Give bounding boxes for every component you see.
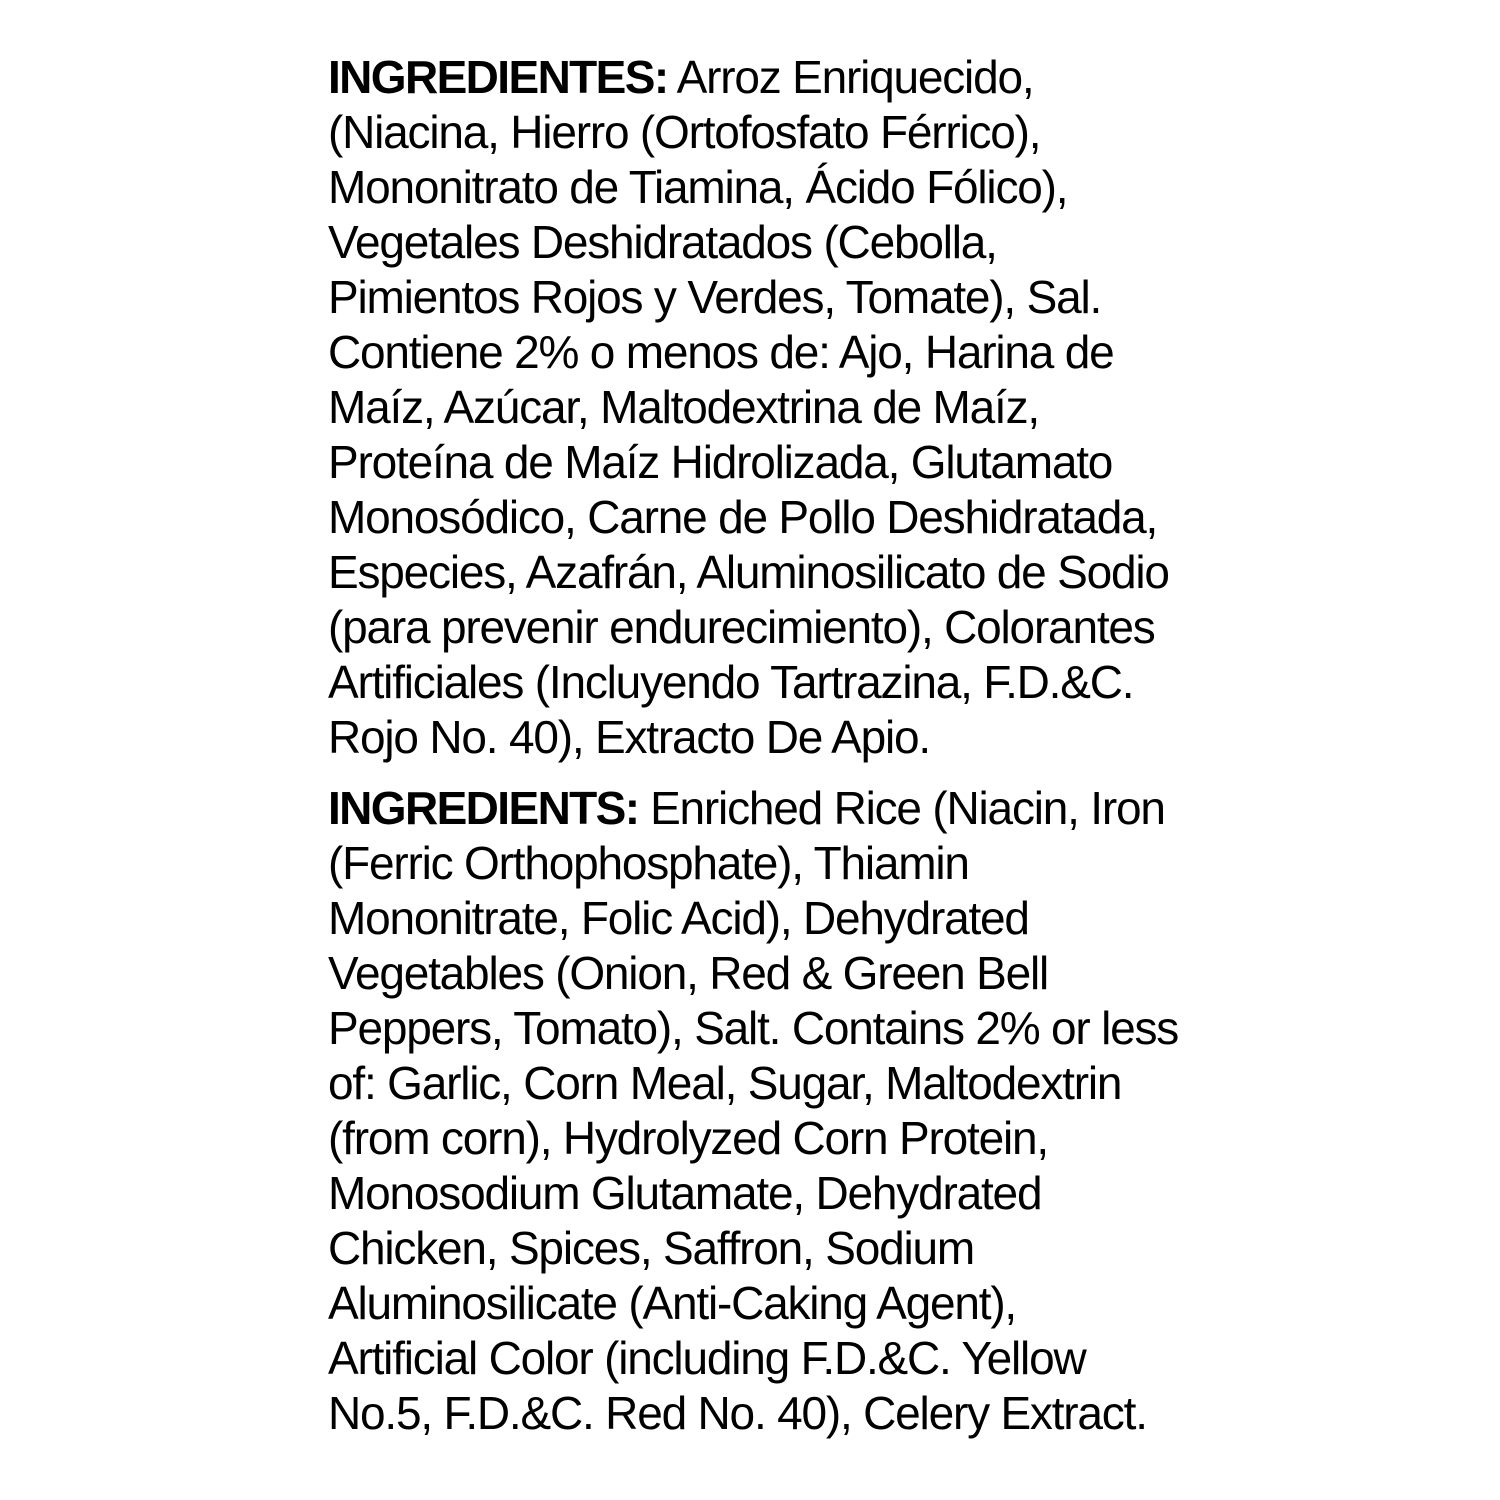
spanish-ingredients: [328, 50, 1188, 765]
spanish-ingredient-line: Artificiales (Incluyendo Tartrazina, F.D.&C.: [328, 656, 1134, 708]
spanish-ingredient-line: Contiene 2% o menos de: Ajo, Harina de: [328, 326, 1114, 378]
english-ingredient-line: Vegetables (Onion, Red & Green Bell: [328, 947, 1049, 999]
spanish-ingredient-line: Monosódico, Carne de Pollo Deshidratada,: [328, 491, 1158, 543]
english-ingredient-line: of: Garlic, Corn Meal, Sugar, Maltodextrin: [328, 1057, 1122, 1109]
spanish-ingredient-line: Rojo No. 40), Extracto De Apio.: [328, 711, 930, 763]
spanish-ingredient-line: Mononitrato de Tiamina, Ácido Fólico),: [328, 161, 1068, 213]
spanish-first-line: [328, 50, 1188, 105]
english-ingredients: [328, 781, 1188, 1441]
spanish-ingredient-line: Vegetales Deshidratados (Cebolla,: [328, 216, 997, 268]
english-ingredient-line: (from corn), Hydrolyzed Corn Protein,: [328, 1112, 1048, 1164]
spanish-first-line-text: Arroz Enriquecido,: [667, 51, 1034, 103]
spanish-ingredient-line: Especies, Azafrán, Aluminosilicato de Sodio: [328, 546, 1169, 598]
spanish-ingredient-line: Maíz, Azúcar, Maltodextrina de Maíz,: [328, 381, 1040, 433]
english-first-line-text: Enriched Rice (Niacin, Iron: [638, 782, 1165, 834]
english-heading: INGREDIENTS:: [328, 782, 639, 834]
spanish-ingredient-line: (para prevenir endurecimiento), Colorantes: [328, 601, 1155, 653]
ingredients-label: [328, 50, 1188, 1441]
spanish-ingredient-line: Pimientos Rojos y Verdes, Tomate), Sal.: [328, 271, 1102, 323]
english-first-line: [328, 781, 1188, 836]
spanish-heading: INGREDIENTES:: [328, 51, 668, 103]
english-ingredient-line: No.5, F.D.&C. Red No. 40), Celery Extract.: [328, 1387, 1147, 1439]
english-ingredient-line: (Ferric Orthophosphate), Thiamin: [328, 837, 969, 889]
spanish-ingredient-line: (Niacina, Hierro (Ortofosfato Férrico),: [328, 106, 1041, 158]
english-ingredient-line: Artificial Color (including F.D.&C. Yellow: [328, 1332, 1086, 1384]
english-ingredient-line: Mononitrate, Folic Acid), Dehydrated: [328, 892, 1029, 944]
english-ingredient-line: Monosodium Glutamate, Dehydrated: [328, 1167, 1042, 1219]
english-ingredient-line: Aluminosilicate (Anti-Caking Agent),: [328, 1277, 1017, 1329]
english-ingredient-line: Chicken, Spices, Saffron, Sodium: [328, 1222, 974, 1274]
spanish-ingredient-line: Proteína de Maíz Hidrolizada, Glutamato: [328, 436, 1113, 488]
english-ingredient-line: Peppers, Tomato), Salt. Contains 2% or less: [328, 1002, 1179, 1054]
